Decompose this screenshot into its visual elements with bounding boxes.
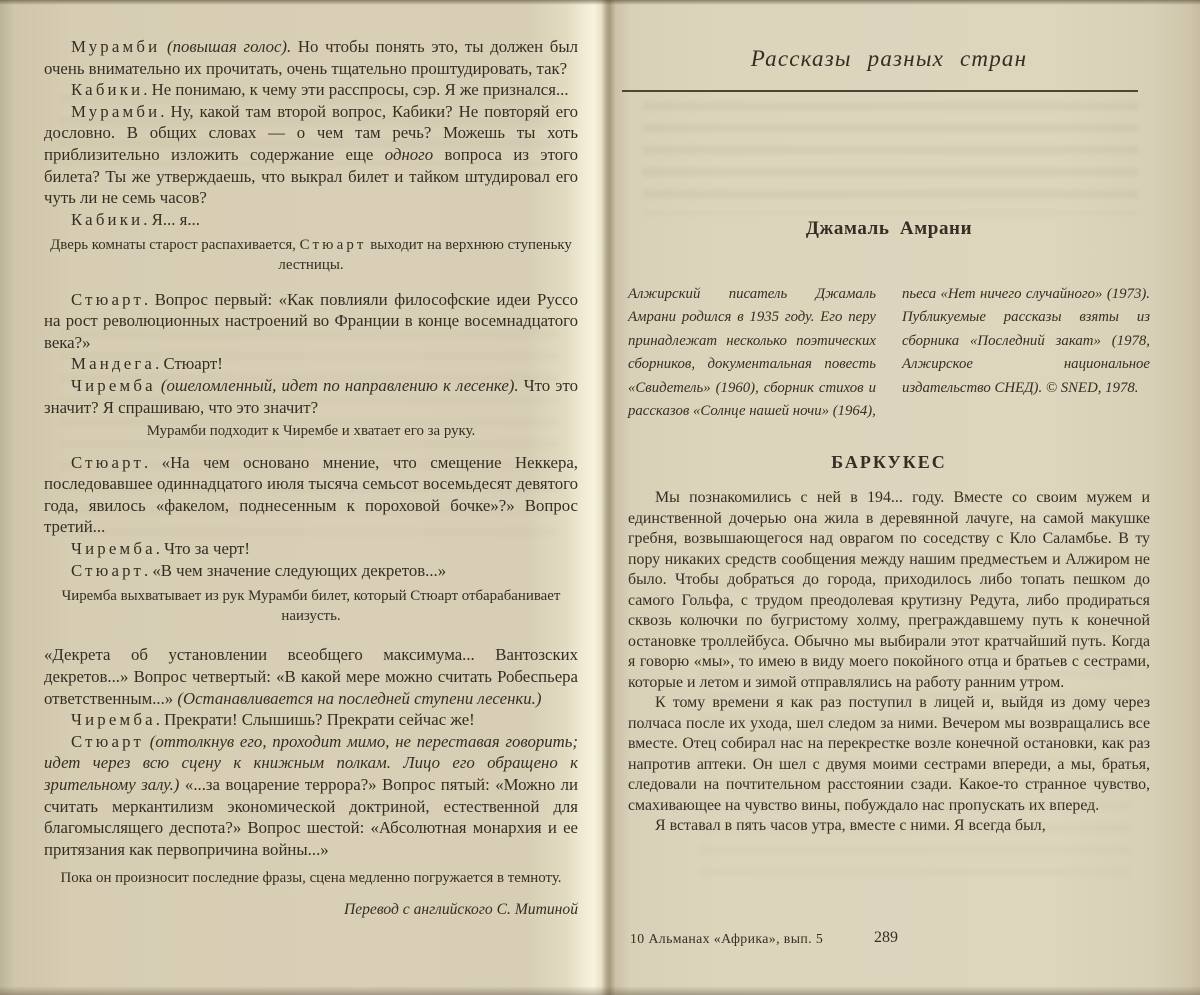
text-segment: (ошеломленный, идет по направлению к лесенке).	[155, 375, 519, 395]
story-paragraph: Мы познакомились с ней в 194... году. Вместе со своим мужем и единственной дочерью она жила в деревянной лачуге, на самой макушке гребня, возвышающегося над оврагом по соседству с Кло Саламбье. В ту пору никаких средств сообщения между нашим предместьем и Алжиром не было. Чтобы добраться до города, приходилось либо топать пешком до самого Гольфа, с трудом преодолевая крутизну Редута, либо продираться сквозь колючки по бугристому холму, преграждавшему путь к конечной остановке троллейбуса. Обычно мы выбирали этот кратчайший путь. Когда я говорю «мы», то имею в виду моего покойного отца и братьев с сестрами, которые и летом и зимой отправлялись на работу ранним утром.	[628, 489, 1150, 691]
text-segment: Перевод с английского С. Митиной	[343, 900, 578, 918]
section-header: Рассказы разных стран	[750, 46, 1028, 71]
left-page-text	[44, 36, 578, 921]
speaker-name: Стюарт	[71, 289, 144, 309]
speaker-name: Стюарт	[71, 452, 144, 472]
text-segment: Пока он произносит последние фразы, сцена медленно погружается в темноту.	[60, 870, 562, 887]
translation-note	[44, 899, 578, 921]
text-segment: (Останавливается на последней ступени лесенки.)	[177, 688, 542, 708]
speaker-name: Мурамби	[71, 101, 161, 121]
stage-direction	[44, 587, 578, 626]
story-paragraph: К тому времени я как раз поступил в лицей и, выйдя из дому через полчаса после их ухода, шел следом за ними. Вечером мы возвращались все вместе. Отец собирал нас на перекрестке возле конечной остановки, как раз напротив аптеки. Он шел с двумя моими сестрами впереди, а мы, братья, следовали на почтительном расстоянии сзади. Какое-то странное чувство, смахивающее на чувство вины, побуждало нас пропускать их вперед.	[628, 694, 1150, 814]
text-segment: выходит на верхнюю ступеньку лестницы.	[278, 237, 572, 273]
bio-column-right: пьеса «Нет ничего случайного» (1973). Публикуемые рассказы взяты из сборника «Последний закат» (1978, Алжирское национальное издательство СНЕД). © SNED, 1978.	[902, 286, 1150, 396]
play-paragraph	[44, 36, 578, 79]
text-segment: одного	[384, 144, 434, 164]
stage-direction	[44, 869, 578, 889]
play-paragraph	[44, 101, 578, 209]
text-segment: . «На чем основано мнение, что смещение Неккера, последовавшее одиннадцатого июля тысяча семьсот восемьдесят девятого года, явилось «факелом, поднесенным к пороховой бочке»?» Вопрос третий...	[44, 452, 578, 537]
bio-column-left: Алжирский писатель Джамаль Амрани родился в 1935 году. Его перу принадлежат несколько поэтических сборников, документальная повесть «Свидетель» (1960), сборник стихов и рассказов «Солнце нашей ночи» (1964),	[628, 286, 876, 420]
text-segment: . Вопрос первый: «Как повлияли философские идеи Руссо на рост революционных настроений во Франции в конце восемнадцатого века?»	[44, 289, 578, 352]
text-segment: «...за воцарение террора?» Вопрос пятый: «Можно ли считать меркантилизм экономической доктриной, естественной для благомыслящего деспота?» Вопрос шестой: «Абсолютная монархия и ее притязания как первопричина войны...»	[44, 775, 578, 859]
text-segment: . Стюарт!	[155, 354, 223, 374]
play-paragraph	[44, 560, 578, 582]
play-paragraph	[44, 353, 578, 375]
text-segment: вопроса из этого билета? Ты же утверждаешь, что выкрал билет и тайком штудировал его чуть ли не семь часов?	[44, 144, 578, 208]
play-paragraph	[44, 375, 578, 418]
text-segment: . Что за черт!	[155, 539, 250, 559]
story-title: БАРКУКЕС	[831, 452, 947, 472]
play-paragraph	[44, 731, 578, 861]
speaker-name: Стюарт	[71, 560, 144, 580]
text-segment: Чиремба выхватывает из рук Мурамби билет, который Стюарт отбарабанивает наизусть.	[61, 588, 561, 624]
play-paragraph	[44, 538, 578, 560]
page-number: 289	[874, 929, 898, 946]
speaker-name: Кабики	[71, 80, 144, 100]
bleedthrough-texture	[642, 102, 1138, 214]
header-rule	[622, 90, 1138, 92]
play-paragraph	[44, 644, 578, 709]
speaker-name: Кабики	[71, 209, 144, 229]
play-paragraph	[44, 79, 578, 101]
play-paragraph	[44, 452, 578, 538]
speaker-name: Стюарт	[71, 731, 144, 751]
speaker-name: Чиремба	[71, 710, 156, 730]
stage-direction	[44, 422, 578, 442]
story-text	[628, 488, 1150, 837]
speaker-name: Мурамби	[71, 37, 161, 56]
text-segment: Мурамби подходит к Чирембе и хватает его за руку.	[146, 423, 476, 440]
stage-direction	[44, 236, 578, 275]
speaker-name: Чиремба	[71, 375, 156, 395]
author-bio	[628, 283, 1150, 423]
speaker-name: Стюарт	[299, 237, 367, 254]
text-segment: Что это значит? Я спрашиваю, что это значит?	[44, 375, 578, 417]
text-segment: . Я... я...	[143, 209, 200, 229]
play-paragraph	[44, 289, 578, 354]
text-segment: . «В чем значение следующих декретов...»	[144, 560, 447, 580]
author-name: Джамаль Амрани	[805, 218, 973, 239]
text-segment: . Ну, какой там второй вопрос, Кабики? Не повторяй его дословно. В общих словах — о чем там речь? Можешь ты хоть приблизительно изложить содержание еще	[44, 101, 578, 164]
text-segment: . Не понимаю, к чему эти расспросы, сэр. Я же признался...	[143, 80, 569, 100]
text-segment: (повышая голос).	[160, 37, 292, 56]
play-paragraph	[44, 709, 578, 731]
play-paragraph	[44, 209, 578, 231]
speaker-name: Чиремба	[71, 539, 156, 559]
text-segment: (оттолкнув его, проходит мимо, не переставая говорить; идет через всю сцену к книжным полкам. Лицо его обращено к зрительному залу.)	[44, 731, 578, 794]
story-paragraph: Я вставал в пять часов утра, вместе с ними. Я всегда был,	[655, 817, 1046, 834]
text-segment: . Прекрати! Слышишь? Прекрати сейчас же!	[155, 710, 475, 730]
page-footer	[630, 929, 1152, 951]
text-segment: Дверь комнаты старост распахивается,	[50, 237, 300, 254]
text-segment: Но чтобы понять это, ты должен был очень внимательно их прочитать, очень тщательно проштудировать, так?	[44, 37, 578, 78]
text-segment: «Декрета об установлении всеобщего максимума... Вантозских декретов...» Вопрос четвертый: «В какой мере можно считать Робеспьера ответственным...»	[44, 645, 578, 708]
speaker-name: Мандега	[71, 354, 156, 374]
print-signature: 10 Альманах «Африка», вып. 5	[630, 931, 824, 946]
